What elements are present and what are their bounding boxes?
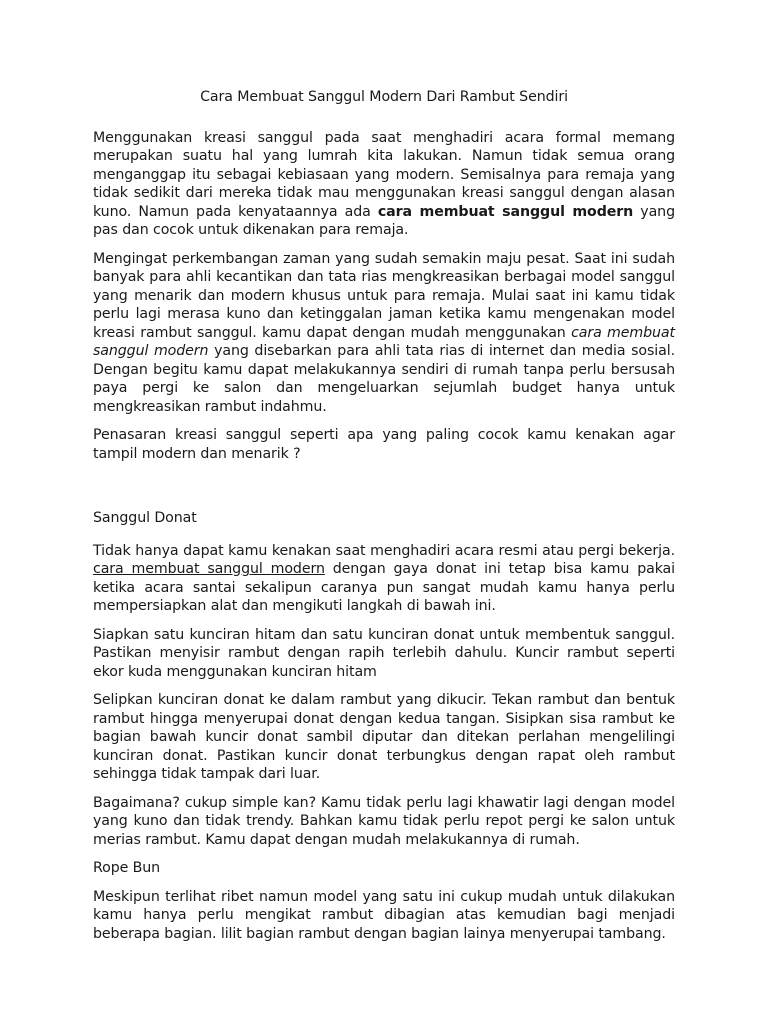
paragraph-trend	[93, 250, 675, 417]
heading-sanggul-donat: Sanggul Donat	[93, 510, 197, 526]
paragraph-donat-closing: Bagaimana? cukup simple kan? Kamu tidak perlu lagi khawatir lagi dengan model yang kuno dan tidak trendy. Bahkan kamu tidak perlu repot pergi ke salon untuk merias rambut. Kamu dapat dengan mudah melakukannya di rumah.	[93, 794, 675, 848]
keyword-link[interactable]: cara membuat sanggul modern	[93, 561, 325, 577]
paragraph-rope-bun: Meskipun terlihat ribet namun model yang satu ini cukup mudah untuk dilakukan kamu hanya perlu mengikat rambut dibagian atas kemudian bagi menjadi beberapa bagian. lilit bagian rambut dengan bagian lainya menyerupai tambang.	[93, 888, 675, 942]
paragraph-donat-step2: Selipkan kunciran donat ke dalam rambut yang dikucir. Tekan rambut dan bentuk rambut hingga menyerupai donat dengan kedua tangan. Sisipkan sisa rambut ke bagian bawah kuncir donat sambil diputar dan ditekan perlahan mengelilingi kunciran donat. Pastikan kuncir donat terbungkus dengan rapat oleh rambut sehingga tidak tampak dari luar.	[93, 692, 675, 782]
document-title: Cara Membuat Sanggul Modern Dari Rambut Sendiri	[200, 89, 568, 105]
paragraph-text: Tidak hanya dapat kamu kenakan saat menghadiri acara resmi atau pergi bekerja.	[93, 542, 675, 559]
paragraph-text: Menggunakan kreasi sanggul pada saat menghadiri acara formal memang merupakan suatu hal yang lumrah kita lakukan. Namun tidak semua orang menganggap itu sebagai kebiasaan yang modern. Semisalnya para remaja yang tidak sedikit dari mereka tidak mau menggunakan kreasi sanggul dengan alasan kuno. Namun pada kenyataannya ada	[93, 129, 675, 220]
blank-space	[93, 473, 675, 509]
document-page	[93, 88, 675, 953]
paragraph-text: yang pas dan cocok untuk dikenakan para remaja.	[93, 203, 675, 238]
paragraph-question: Penasaran kreasi sanggul seperti apa yang paling cocok kamu kenakan agar tampil modern dan menarik ?	[93, 427, 675, 462]
italic-keyword: cara membuat sanggul modern	[93, 324, 675, 359]
paragraph-donat-step1: Siapkan satu kunciran hitam dan satu kunciran donat untuk membentuk sanggul. Pastikan menyisir rambut dengan rapih terlebih dahulu. Kuncir rambut seperti ekor kuda menggunakan kunciran hitam	[93, 626, 675, 680]
paragraph-donat-intro	[93, 542, 675, 616]
paragraph-text: dengan gaya donat ini tetap bisa kamu pakai ketika acara santai sekalipun caranya pun sangat mudah kamu hanya perlu mempersiapkan alat dan mengikuti langkah di bawah ini.	[93, 561, 675, 614]
heading-rope-bun: Rope Bun	[93, 860, 161, 876]
paragraph-text: yang disebarkan para ahli tata rias di internet dan media sosial. Dengan begitu kamu dapat melakukannya sendiri di rumah tanpa perlu bersusah paya pergi ke salon dan mengeluarkan sejumlah budget hanya untuk mengkreasikan rambut indahmu.	[93, 343, 675, 415]
paragraph-intro	[93, 129, 675, 240]
paragraph-text: Mengingat perkembangan zaman yang sudah semakin maju pesat. Saat ini sudah banyak para ahli kecantikan dan tata rias mengkreasikan berbagai model sanggul yang menarik dan modern khusus untuk para remaja. Mulai saat ini kamu tidak perlu lagi merasa kuno dan ketinggalan jaman ketika kamu mengenakan model kreasi rambut sanggul. kamu dapat dengan mudah menggunakan	[93, 250, 675, 341]
bold-keyword: cara membuat sanggul modern	[377, 203, 634, 220]
